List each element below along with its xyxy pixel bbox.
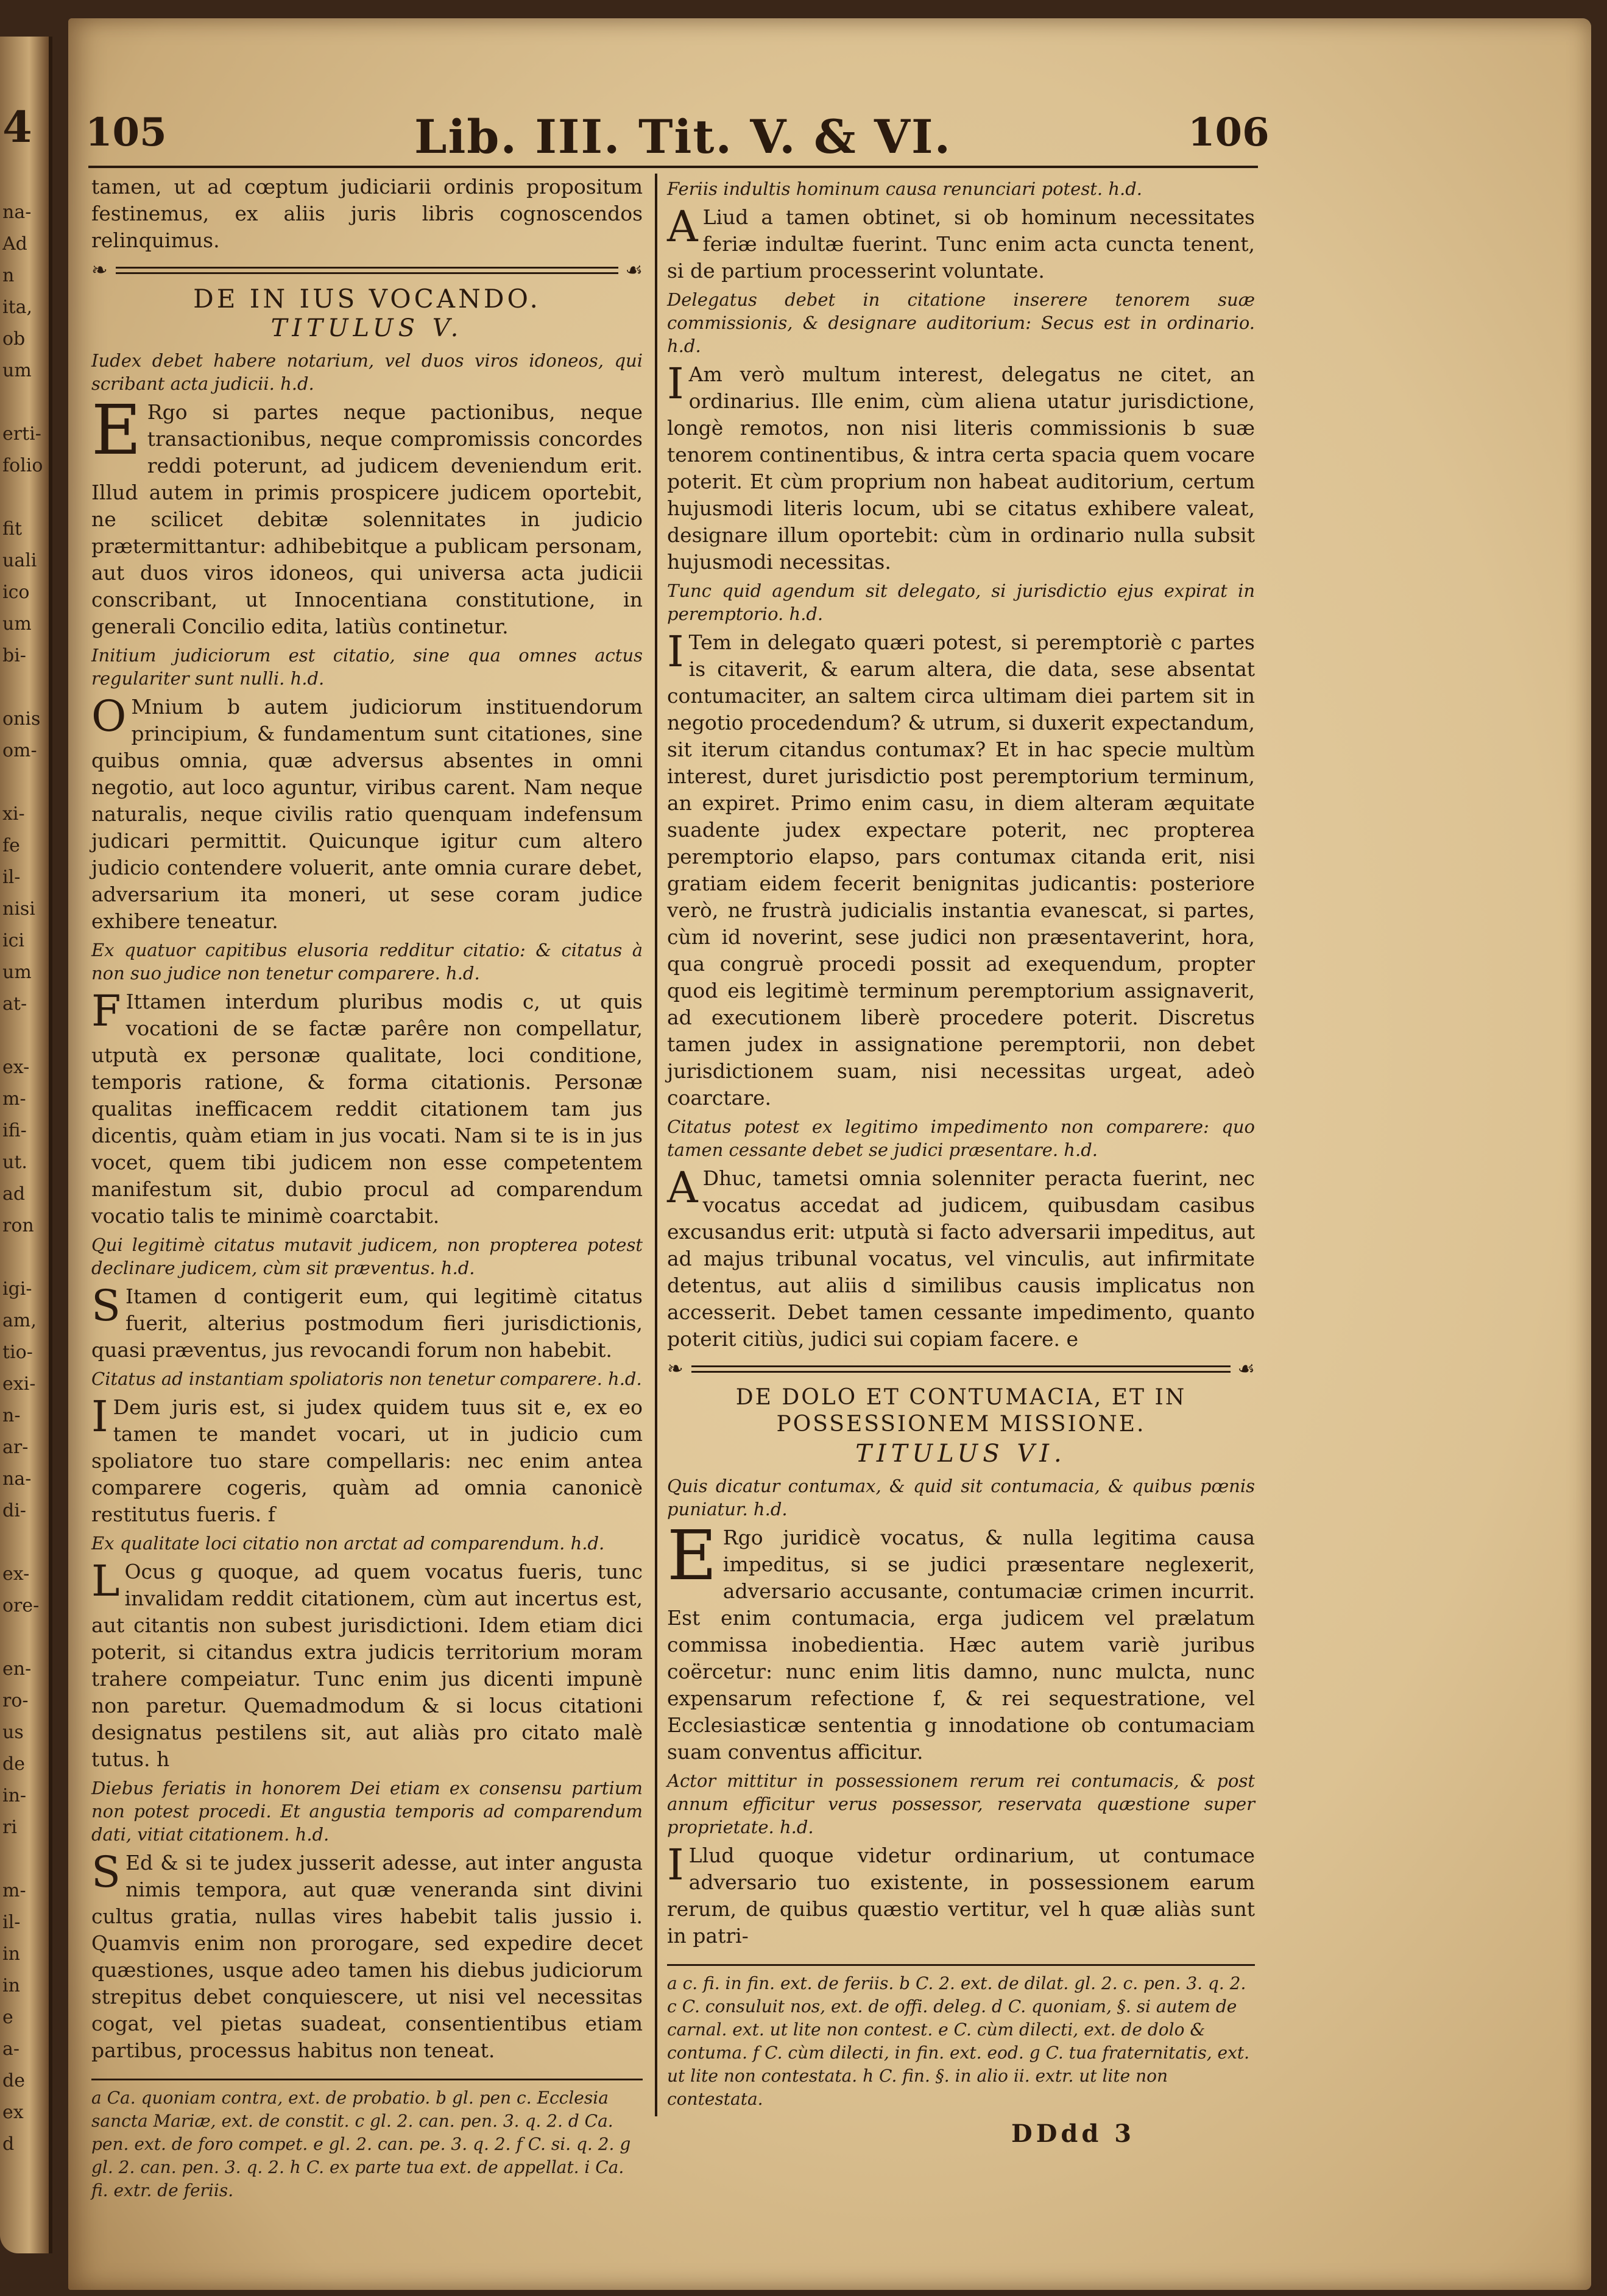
paragraph-text: Dhuc, tametsi omnia solenniter peracta fuerint, nec vocatus accedat ad judicem, quibusdam casibus excusandus erit: utputà si facto adversarii impeditus, aut ad majus tribunal vocatus, vel vinculis, aut infirmitate detentus, aut aliis d similibus causis implicatus non accesserit. Debet tamen cessante impedimento, quanto poterit citiùs, judici sui copiam facere. e — [667, 1166, 1255, 1351]
margin-fragment: ico — [2, 582, 30, 603]
left-paragraphs — [91, 349, 643, 2064]
summary-note: Ex quatuor capitibus elusoria redditur citatio: & citatus à non suo judice non tenetur comparere. h.d. — [91, 940, 643, 984]
previous-page-edge — [0, 37, 52, 2253]
margin-fragment: tio- — [2, 1342, 33, 1363]
body-paragraph — [91, 691, 643, 935]
margin-fragment: m- — [2, 1088, 26, 1110]
body-paragraph — [667, 629, 1255, 1111]
initial-capital: A — [667, 202, 698, 252]
summary-note: Diebus feriatis in honorem Dei etiam ex consensu partium non potest procedi. Et angustia temporis ad comparendum dati, vitiat citationem. h.d. — [91, 1778, 643, 1845]
margin-fragment: il- — [2, 867, 21, 888]
margin-fragment: ex- — [2, 1057, 30, 1078]
margin-fragment: en- — [2, 1658, 32, 1680]
margin-fragment: fe — [2, 835, 20, 856]
margin-fragment: ex — [2, 2102, 24, 2123]
margin-fragment: n — [2, 265, 15, 286]
initial-capital: S — [91, 1847, 121, 1897]
margin-fragment: il- — [2, 1912, 21, 1933]
margin-fragment: igi- — [2, 1278, 32, 1300]
margin-fragment: in — [2, 1975, 20, 1996]
body-paragraph — [91, 1283, 643, 1364]
paragraph-text: Liud a tamen obtinet, si ob hominum necessitates feriæ indultæ fuerint. Tunc enim acta cuncta tenent, si de partium processerint voluntate. — [667, 205, 1255, 283]
prev-page-folio-digit: 4 — [2, 102, 32, 152]
body-paragraph — [91, 988, 643, 1230]
margin-fragment: xi- — [2, 803, 25, 825]
initial-capital: I — [667, 1840, 684, 1890]
summary-note: Citatus ad instantiam spoliatoris non tenetur comparere. h.d. — [91, 1368, 642, 1389]
margin-fragment: um — [2, 613, 32, 635]
margin-fragment: ut. — [2, 1152, 27, 1173]
initial-capital: E — [667, 1516, 717, 1596]
summary-note: Delegatus debet in citatione inserere tenorem suæ commissionis, & designare auditorium: Secus est in ordinario. h.d. — [667, 289, 1255, 356]
margin-fragment: ex- — [2, 1563, 30, 1585]
margin-fragment: na- — [2, 202, 32, 223]
margin-fragment: om- — [2, 740, 37, 761]
paragraph-text: Mnium b autem judiciorum instituendorum principium, & fundamentum sunt citationes, sine quibus omnia, quæ adversus absentes in omni negotio, aut loco aguntur, viribus carent. Nam neque naturalis, neque civilis ratio quenquam indefensum judicari permittit. Quicunque igitur cum altero judicio contendere voluerit, ante omnia curare debet, adversarium ita moneri, ut sese coram judice exhibere teneatur. — [91, 695, 643, 933]
initial-capital: I — [667, 359, 684, 409]
folio-right: 106 — [1188, 110, 1270, 155]
summary-note: Quis dicatur contumax, & quid sit contumacia, & quibus pœnis puniatur. h.d. — [667, 1476, 1255, 1520]
body-paragraph — [667, 361, 1255, 576]
folio-left: 105 — [85, 110, 167, 155]
ornament-left-icon: ❧ — [667, 1357, 683, 1380]
footnotes-right: a c. fi. in fin. ext. de feriis. b C. 2. ext. de dilat. gl. 2. c. pen. 3. q. 2. c C. consuluit nos, ext. de offi. deleg. d C. quoniam, §. si autem de carnal. ext. ut lite non contest. e C. cùm dilecti, ext. de dolo & contuma. f C. cùm dilecti, in fin. ext. eod. g C. tua fraternitatis, ext. ut lite non contestata. h C. fin. §. in alio ii. extr. ut lite non contestata. — [667, 1973, 1250, 2109]
margin-fragment: onis — [2, 708, 41, 730]
margin-fragment: ifi- — [2, 1120, 27, 1141]
margin-fragment: ro- — [2, 1690, 29, 1711]
footnote-rule — [91, 2079, 643, 2080]
paragraph-text: Rgo juridicè vocatus, & nulla legitima causa impeditus, si se judici præsentare neglexerit, adversario accusante, contumaciæ crimen incurrit. Est enim contumacia, erga judicem vel prælatum commissa inobedientia. Hæc autem variè juribus coërcetur: nunc enim litis damno, nunc mulcta, nunc expensarum refectione f, & rei sequestratione, vel Ecclesiasticæ sententia g innodatione ob contumaciam suam conventus afficitur. — [667, 1526, 1255, 1764]
initial-capital: O — [91, 691, 127, 741]
body-paragraph — [667, 204, 1255, 284]
margin-fragment: ri — [2, 1817, 17, 1838]
margin-fragment: de — [2, 1753, 25, 1775]
paragraph-text: Rgo si partes neque pactionibus, neque transactionibus, neque compromissis concordes reddi poterunt, ad judicem deveniendum erit. Illud autem in primis prospicere judicem oportebit, ne scilicet debitæ solennitates in judicio prætermittantur: adhibebitque a publicam personam, aut duos viros idoneos, qui universa acta judicii conscribant, ut Innocentiana constitutione, in generali Concilio edita, latiùs continetur. — [91, 400, 643, 638]
margin-fragment: e — [2, 2007, 13, 2028]
initial-capital: F — [91, 986, 121, 1036]
ornament-right-icon: ☙ — [625, 258, 643, 281]
margin-fragment: de — [2, 2070, 25, 2091]
summary-note: Actor mittitur in possessionem rerum rei contumacis, & post annum efficitur verus possessor, reservata quæstione super proprietate. h.d. — [667, 1770, 1255, 1837]
body-paragraph — [91, 1558, 643, 1773]
summary-note: Citatus potest ex legitimo impedimento non comparere: quo tamen cessante debet se judici præsentare. h.d. — [667, 1116, 1255, 1160]
titulus-heading: TITULUS V. — [270, 314, 464, 342]
footnote-rule-2 — [667, 1964, 1255, 1966]
body-paragraph — [91, 1394, 643, 1528]
column-divider — [655, 174, 657, 2116]
margin-fragment: uali — [2, 550, 37, 571]
body-paragraph — [91, 391, 643, 640]
right-paragraphs-1 — [667, 177, 1255, 1353]
summary-note: Initium judiciorum est citatio, sine qua omnes actus regulariter sunt nulli. h.d. — [91, 645, 643, 689]
initial-capital: S — [91, 1281, 121, 1331]
margin-fragment: m- — [2, 1880, 26, 1901]
margin-fragment: ita, — [2, 297, 33, 318]
margin-fragment: di- — [2, 1500, 26, 1521]
margin-fragment: ar- — [2, 1437, 29, 1458]
paragraph-text: Llud quoque videtur ordinarium, ut contumace adversario tuo existente, in possessionem earum rerum, de quibus quæstio vertitur, vel h quæ aliàs sunt in patri- — [667, 1843, 1255, 1948]
paragraph-text: Ocus g quoque, ad quem vocatus fueris, tunc invalidam reddit citationem, cùm aut incertus est, aut citantis non subest jurisdictioni. Idem etiam dici poterit, si citandus extra judicis territorium moram trahere compeiatur. Tunc enim jus dicenti impunè non paretur. Quemadmodum & si locus citationi designatus pestilens sit, aut aliàs pro citato malè tutus. h — [91, 1560, 643, 1771]
margin-fragment: um — [2, 360, 32, 381]
section-title-2: DE DOLO ET CONTUMACIA, ET IN POSSESSIONEM MISSIONE. — [735, 1385, 1187, 1437]
paragraph-text: Ittamen interdum pluribus modis c, ut quis vocationi de se factæ parêre non compellatur, utputà ex personæ qualitate, loci conditione, temporis ratione, & forma citationis. Personæ qualitas inefficacem reddit citationem tam jus dicentis, quàm etiam in jus vocati. Nam si te is in jus vocet, quem tibi judicem non esse competentem manifestum sit, dubio procul ad comparendum vocatio talis te minimè coarctabit. — [91, 990, 643, 1228]
margin-fragment: ore- — [2, 1595, 40, 1616]
titulus-heading-2: TITULUS VI. — [855, 1440, 1067, 1468]
body-paragraph — [667, 1165, 1255, 1353]
initial-capital: I — [91, 1392, 108, 1442]
initial-capital: E — [91, 391, 141, 470]
initial-capital: L — [91, 1556, 120, 1606]
section-title: DE IN IUS VOCANDO. — [193, 284, 541, 314]
ornament-right-icon: ☙ — [1237, 1357, 1255, 1380]
paragraph-text: Dem juris est, si judex quidem tuus sit e, ex eo tamen te mandet vocari, ut in judicio cum spoliatore tuo stare compellaris: nec enim antea comparere cogeris, quàm ad omnia canonicè restitutus fueris. f — [91, 1395, 643, 1526]
margin-fragment: ad — [2, 1183, 26, 1205]
right-column — [667, 174, 1255, 2111]
body-paragraph — [667, 1842, 1255, 1949]
initial-capital: I — [667, 627, 684, 677]
margin-fragment: bi- — [2, 645, 26, 666]
margin-fragment: at- — [2, 993, 27, 1015]
summary-note: Qui legitimè citatus mutavit judicem, non propterea potest declinare judicem, cùm sit præventus. h.d. — [91, 1234, 643, 1278]
margin-fragment: d — [2, 2133, 15, 2155]
margin-fragment: n- — [2, 1405, 21, 1426]
body-paragraph — [91, 1847, 643, 2064]
paragraph-text: Am verò multum interest, delegatus ne citet, an ordinarius. Ille enim, cùm aliena utatur jurisdictione, longè remotos, non nisi literis commissionis b suæ tenorem continentibus, & intra certa spacia quem vocare poterit. Et cùm proprium non habeat auditorium, certum hujusmodi literis locum, ubi se citatus exhibere valeat, designare illum oportebit: cùm in ordinario nulla subsit hujusmodi necessitas. — [667, 362, 1255, 574]
signature-mark: DDdd 3 — [1011, 2119, 1135, 2148]
left-column — [91, 174, 643, 2202]
margin-fragment: a- — [2, 2038, 20, 2060]
summary-note: Ex qualitate loci citatio non arctat ad comparendum. h.d. — [91, 1533, 605, 1554]
margin-fragment: erti- — [2, 423, 41, 445]
ornament-rule — [91, 258, 643, 281]
margin-fragment: in- — [2, 1785, 27, 1806]
summary-note: Iudex debet habere notarium, vel duos viros idoneos, qui scribant acta judicii. h.d. — [91, 350, 643, 394]
margin-fragment: ron — [2, 1215, 34, 1236]
ornament-left-icon: ❧ — [91, 258, 108, 281]
margin-fragment: na- — [2, 1468, 32, 1490]
margin-fragment: ici — [2, 930, 24, 951]
initial-capital: A — [667, 1163, 698, 1213]
margin-fragment: folio — [2, 455, 43, 476]
margin-fragment: nisi — [2, 898, 35, 920]
footnotes-left: a Ca. quoniam contra, ext. de probatio. b gl. pen c. Ecclesia sancta Mariæ, ext. de constit. c gl. 2. can. pen. 3. q. 2. d Ca. pen. ext. de foro compet. e gl. 2. can. pe. 3. q. 2. f C. si. q. 2. g gl. 2. can. pen. 3. q. 2. h C. ex parte tua ext. de appellat. i Ca. fi. extr. de feriis. — [91, 2088, 631, 2200]
paragraph-text: Ed & si te judex jusserit adesse, aut inter angusta nimis tempora, aut quæ veneranda sint divini cultus gratia, nullas vires habebit talis jussio i. Quamvis enim non prorogare, sed expedire decet quæstiones, usque adeo tamen his diebus judiciorum strepitus debet conquiescere, ut nisi vel necessitas cogat, vel pietas suadeat, consentientibus etiam partibus, processus habitus non teneat. — [91, 1851, 643, 2062]
margin-fragment: fit — [2, 518, 23, 540]
summary-note: Tunc quid agendum sit delegato, si jurisdictio ejus expirat in peremptorio. h.d. — [667, 580, 1255, 624]
continuation-text: tamen, ut ad cœptum judiciarii ordinis propositum festinemus, ex aliis juris libris cognoscendos relinquimus. — [91, 175, 643, 252]
margin-fragment: exi- — [2, 1373, 36, 1395]
paragraph-text: Tem in delegato quæri potest, si peremptoriè c partes is citaverit, & earum altera, die data, sese absentat contumaciter, an saltem circa ultimam diei partem sit in negotio procedendum? & utrum, si duxerit expectandum, sit iterum citandus contumax? Et in hac specie multùm interest, duret jurisdictio post peremptorium terminum, an expiret. Primo enim casu, in diem alteram æquitate suadente judex expectare poterit, nec propterea peremptorio elapso, pars contumax citanda erit, nisi gratiam eidem fecerit benignitas judicantis: posteriore verò, ne frustrà judicialis instantia evanescat, si partes, cùm id noverint, sese judici non præsentaverint, hora, qua congruè procedi possit ad exequendum, propter quod eis legitimè terminum peremptorium assignaverit, ad executionem liberè procedere poterit. Discretus tamen judex in assignatione peremptorii, non debet jurisdictionem suam, nisi necessitas urgeat, adeò coarctare. — [667, 630, 1255, 1110]
summary-note: Feriis indultis hominum causa renunciari potest. h.d. — [667, 178, 1142, 199]
margin-fragment: am, — [2, 1310, 37, 1331]
header-rule — [88, 166, 1258, 168]
margin-fragment: ob — [2, 328, 26, 350]
ornament-rule-2 — [667, 1357, 1255, 1380]
paragraph-text: Itamen d contigerit eum, qui legitimè citatus fuerit, alterius postmodum fieri jurisdictionis, quasi præventus, jus revocandi forum non habebit. — [91, 1284, 643, 1362]
margin-fragment: us — [2, 1722, 24, 1743]
margin-fragment: um — [2, 962, 32, 983]
running-title: Lib. III. Tit. V. & VI. — [414, 110, 952, 164]
margin-fragment: Ad — [2, 233, 27, 255]
body-paragraph — [667, 1516, 1255, 1766]
margin-fragment: in — [2, 1943, 20, 1965]
right-paragraphs-2 — [667, 1474, 1255, 1949]
